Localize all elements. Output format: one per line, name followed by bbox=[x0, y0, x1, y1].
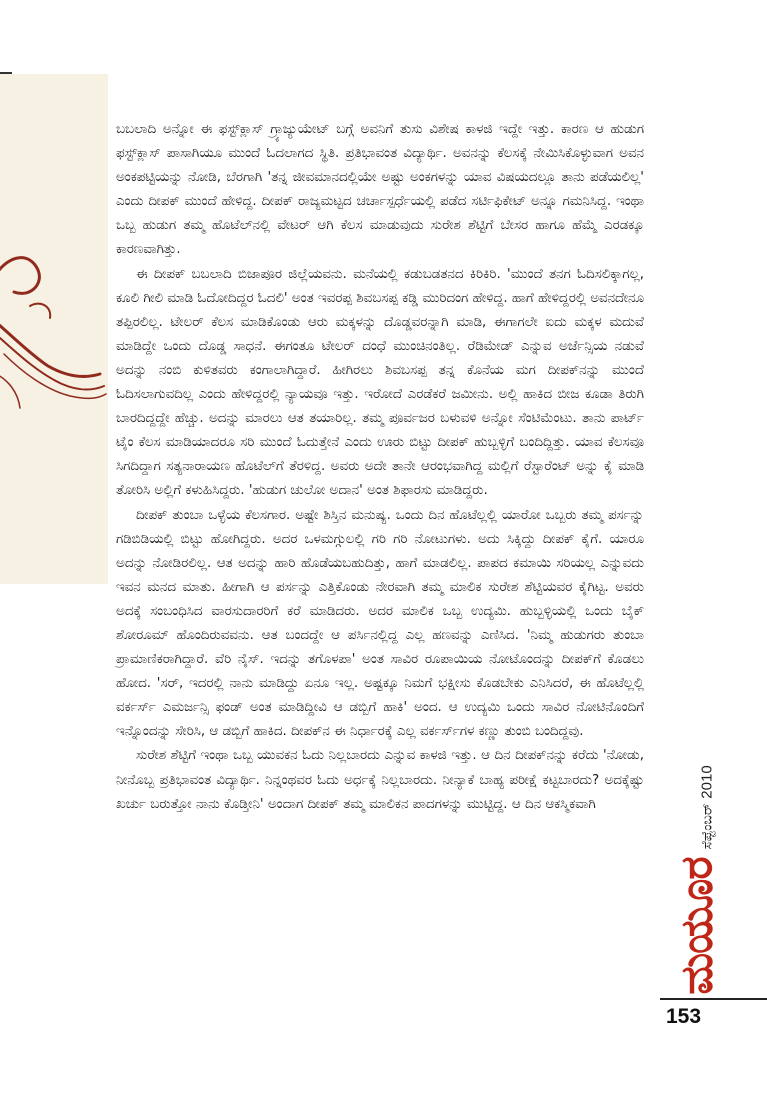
swirl-illustration-icon bbox=[0, 74, 108, 584]
magazine-logo: ಮಯೂರ bbox=[671, 857, 723, 995]
article-paragraph-1: ಬಬಲಾದಿ ಅನ್ನೋ ಈ ಫಸ್ಟ್‌ಕ್ಲಾಸ್ ಗ್ರ್ಯಾಜ್ಯುಯೇಟ್ ಬಗ್ಗೆ ಅವನಿಗೆ ತುಸು ವಿಶೇಷ ಕಾಳಜಿ ಇದ್ದೇ ಇತ್ತು. ಕಾರಣ ಆ ಹುಡುಗ ಫಸ್ಟ್‌ಕ್ಲಾಸ್ ಪಾಸಾಗಿಯೂ ಮುಂದೆ ಓದಲಾಗದ ಸ್ಥಿತಿ. ಪ್ರತಿಭಾವಂತ ವಿದ್ಯಾರ್ಥಿ. ಅವನನ್ನು ಕೆಲಸಕ್ಕೆ ನೇಮಿಸಿಕೊಳ್ಳುವಾಗ ಅವನ ಅಂಕಪಟ್ಟಿಯನ್ನು ನೋಡಿ, ಬೆರಗಾಗಿ 'ತನ್ನ ಜೀವಮಾನದಲ್ಲಿಯೇ ಅಷ್ಟು ಅಂಕಗಳನ್ನು ಯಾವ ವಿಷಯದಲ್ಲೂ ತಾನು ಪಡೆಯಲಿಲ್ಲ' ಎಂದು ದೀಪಕ್ ಮುಂದೆ ಹೇಳಿದ್ದ. ದೀಪಕ್ ರಾಜ್ಯಮಟ್ಟದ ಚರ್ಚಾಸ್ಪರ್ಧೆಯಲ್ಲಿ ಪಡೆದ ಸರ್ಟಿಫಿಕೇಟ್ ಅನ್ನೂ ಗಮನಿಸಿದ್ದ. ಇಂಥಾ ಒಬ್ಬ ಹುಡುಗ ತಮ್ಮ ಹೊಟೆಲ್‌ನಲ್ಲಿ ವೇಟರ್ ಆಗಿ ಕೆಲಸ ಮಾಡುವುದು ಸುರೇಶ ಶೆಟ್ಟಿಗೆ ಬೇಸರ ಹಾಗೂ ಹೆಮ್ಮೆ ಎರಡಕ್ಕೂ ಕಾರಣವಾಗಿತ್ತು. bbox=[116, 122, 644, 258]
page-number-rule bbox=[660, 998, 767, 1000]
issue-year: 2010 bbox=[698, 765, 716, 799]
issue-date bbox=[699, 765, 716, 849]
article-paragraph-2: ಈ ದೀಪಕ್ ಬಬಲಾದಿ ಬಿಜಾಪೂರ ಜಿಲ್ಲೆಯವನು. ಮನೆಯಲ್ಲಿ ಕಡುಬಡತನದ ಕಿರಿಕಿರಿ. 'ಮುಂದೆ ತನಗ ಓದಿಸಲಿಕ್ಕಾಗಲ್ಲ, ಕೂಲಿ ಗೀಲಿ ಮಾಡಿ ಓದೋದಿದ್ದರ ಓದಲಿ' ಅಂತ ಇವರಪ್ಪ ಶಿವಬಸಪ್ಪ ಕಡ್ಡಿ ಮುರಿದಂಗ ಹೇಳಿದ್ದ. ಹಾಗೆ ಹೇಳಿದ್ದರಲ್ಲಿ ಅವನದೇನೂ ತಪ್ಪಿರಲಿಲ್ಲ. ಟೇಲರ್ ಕೆಲಸ ಮಾಡಿಕೊಂಡು ಆರು ಮಕ್ಕಳನ್ನು ದೊಡ್ಡವರನ್ನಾಗಿ ಮಾಡಿ, ಈಗಾಗಲೇ ಐದು ಮಕ್ಕಳ ಮದುವೆ ಮಾಡಿದ್ದೇ ಒಂದು ದೊಡ್ಡ ಸಾಧನೆ. ಈಗಂತೂ ಟೇಲರ್ ದಂಧೆ ಮುಂಚಿನಂತಿಲ್ಲ. ರೆಡಿಮೇಡ್ ಎನ್ನುವ ಅರ್ಜೆನ್ಸಿಯ ನಡುವೆ ಅದನ್ನು ನಂಬಿ ಕುಳಿತವರು ಕಂಗಾಲಾಗಿದ್ದಾರೆ. ಹೀಗಿರಲು ಶಿವಬಸಪ್ಪ ತನ್ನ ಕೊನೆಯ ಮಗ ದೀಪಕ್‌ನನ್ನು ಮುಂದೆ ಓದಿಸಲಾಗುವದಿಲ್ಲ ಎಂದು ಹೇಳಿದ್ದರಲ್ಲಿ ನ್ಯಾಯವೂ ಇತ್ತು. ಇರೋದೆ ಎರಡೆಕರೆ ಜಮೀನು. ಅಲ್ಲಿ ಹಾಕಿದ ಬೀಜ ಕೂಡಾ ತಿರುಗಿ ಬಾರದಿದ್ದದ್ದೇ ಹೆಚ್ಚು. ಅದನ್ನು ಮಾರಲು ಆತ ತಯಾರಿಲ್ಲ. ತಮ್ಮ ಪೂರ್ವಜರ ಬಳುವಳಿ ಅನ್ನೋ ಸೆಂಟಿಮೆಂಟು. ತಾನು ಪಾರ್ಟ್ ಟೈಂ ಕೆಲಸ ಮಾಡಿಯಾದರೂ ಸರಿ ಮುಂದೆ ಓದುತ್ತೇನೆ ಎಂದು ಊರು ಬಿಟ್ಟು ದೀಪಕ್ ಹುಬ್ಬಳ್ಳಿಗೆ ಬಂದಿದ್ದಿತ್ತು. ಯಾವ ಕೆಲಸವೂ ಸಿಗದಿದ್ದಾಗ ಸತ್ಯನಾರಾಯಣ ಹೊಟೆಲ್‌ಗೆ ತೆರಳಿದ್ದ. ಅವರು ಅದೇ ತಾನೇ ಆರಂಭವಾಗಿದ್ದ ಮಲ್ಲಿಗೆ ರೆಸ್ಟಾರೆಂಟ್ ಅನ್ನು ಕೈ ಮಾಡಿ ತೋರಿಸಿ ಅಲ್ಲಿಗೆ ಕಳುಹಿಸಿದ್ದರು. 'ಹುಡುಗ ಚುಲೋ ಅದಾನ' ಅಂತ ಶಿಫಾರಸು ಮಾಡಿದ್ದರು. bbox=[116, 266, 644, 499]
sidebar-rotated-text bbox=[672, 765, 723, 994]
page-number: 153 bbox=[666, 1005, 702, 1028]
article-body bbox=[116, 118, 644, 817]
decorative-illustration bbox=[0, 74, 108, 584]
issue-month: ಸೆಪ್ಟೆಂಬರ್ bbox=[699, 803, 716, 850]
article-paragraph-4: ಸುರೇಶ ಶೆಟ್ಟಿಗೆ ಇಂಥಾ ಒಬ್ಬ ಯುವಕನ ಓದು ನಿಲ್ಲಬಾರದು ಎನ್ನುವ ಕಾಳಜಿ ಇತ್ತು. ಆ ದಿನ ದೀಪಕ್‌ನನ್ನು ಕರೆದು 'ನೋಡು, ನೀನೊಬ್ಬ ಪ್ರತಿಭಾವಂತ ವಿದ್ಯಾರ್ಥಿ. ನಿನ್ನಂಥವರ ಓದು ಅರ್ಧಕ್ಕೆ ನಿಲ್ಲಬಾರದು. ನೀನ್ಯಾಕೆ ಬಾಹ್ಯ ಪರೀಕ್ಷೆ ಕಟ್ಟಬಾರದು? ಅದಕ್ಕೆಷ್ಟು ಖರ್ಚು ಬರುತ್ತೋ ನಾನು ಕೊಡ್ತೀನಿ' ಅಂದಾಗ ದೀಪಕ್ ತಮ್ಮ ಮಾಲಿಕನ ಪಾದಗಳನ್ನು ಮುಟ್ಟಿದ್ದ. ಆ ದಿನ ಆಕಸ್ಮಿಕವಾಗಿ bbox=[116, 748, 644, 812]
magazine-sidebar bbox=[662, 765, 732, 995]
article-paragraph-3: ದೀಪಕ್ ತುಂಬಾ ಒಳ್ಳೆಯ ಕೆಲಸಗಾರ. ಅಷ್ಟೇ ಶಿಸ್ತಿನ ಮನುಷ್ಯ. ಒಂದು ದಿನ ಹೊಟೆಲ್ಲಲ್ಲಿ ಯಾರೋ ಒಬ್ಬರು ತಮ್ಮ ಪರ್ಸನ್ನು ಗಡಿಬಿಡಿಯಲ್ಲಿ ಬಿಟ್ಟು ಹೋಗಿದ್ದರು. ಅದರ ಒಳಮಗ್ಗುಲಲ್ಲಿ ಗರಿ ಗರಿ ನೋಟುಗಳು. ಅದು ಸಿಕ್ಕಿದ್ದು ದೀಪಕ್ ಕೈಗೆ. ಯಾರೂ ಅದನ್ನು ನೋಡಿರಲಿಲ್ಲ. ಆತ ಅದನ್ನು ಹಾರಿ ಹೊಡೆಯಬಹುದಿತ್ತು, ಹಾಗೆ ಮಾಡಲಿಲ್ಲ. ಪಾಪದ ಕಮಾಯಿ ಸರಿಯಲ್ಲ ಎನ್ನುವದು ಇವನ ಮನದ ಮಾತು. ಹೀಗಾಗಿ ಆ ಪರ್ಸನ್ನು ಎತ್ತಿಕೊಂಡು ನೇರವಾಗಿ ತಮ್ಮ ಮಾಲಿಕ ಸುರೇಶ ಶೆಟ್ಟಿಯವರ ಕೈಗಿಟ್ಟ. ಅವರು ಅದಕ್ಕೆ ಸಂಬಂಧಿಸಿದ ವಾರಸುದಾರರಿಗೆ ಕರೆ ಮಾಡಿದರು. ಅದರ ಮಾಲಿಕ ಒಬ್ಬ ಉದ್ಯಮಿ. ಹುಬ್ಬಳ್ಳಿಯಲ್ಲಿ ಒಂದು ಬೈಕ್ ಶೋರೂಮ್ ಹೊಂದಿರುವವನು. ಆತ ಬಂದದ್ದೇ ಆ ಪರ್ಸಿನಲ್ಲಿದ್ದ ಎಲ್ಲ ಹಣವನ್ನು ಎಣಿಸಿದ. 'ನಿಮ್ಮ ಹುಡುಗರು ತುಂಬಾ ಪ್ರಾಮಾಣಿಕರಾಗಿದ್ದಾರೆ. ವೆರಿ ನೈಸ್. ಇದನ್ನು ತಗೊಳಪಾ' ಅಂತ ಸಾವಿರ ರೂಪಾಯಿಯ ನೋಟೊಂದನ್ನು ದೀಪಕ್‌ಗೆ ಕೊಡಲು ಹೋದ. 'ಸರ್, ಇದರಲ್ಲಿ ನಾನು ಮಾಡಿದ್ದು ಏನೂ ಇಲ್ಲ. ಅಷ್ಟಕ್ಕೂ ನಿಮಗೆ ಭಕ್ಷೀಸು ಕೊಡಬೇಕು ಎನಿಸಿದರೆ, ಈ ಹೊಟೆಲ್ಲಲ್ಲಿ ವರ್ಕರ್ಸ್ ಎಮರ್ಜನ್ಸಿ ಫಂಡ್ ಅಂತ ಮಾಡಿದ್ದೀವಿ ಆ ಡಬ್ಬಿಗೆ ಹಾಕಿ' ಅಂದ. ಆ ಉದ್ಯಮಿ ಒಂದು ಸಾವಿರ ನೋಟಿನೊಂದಿಗೆ ಇನ್ನೊಂದನ್ನು ಸೇರಿಸಿ, ಆ ಡಬ್ಬಿಗೆ ಹಾಕಿದ. ದೀಪಕ್‌ನ ಈ ನಿರ್ಧಾರಕ್ಕೆ ಎಲ್ಲ ವರ್ಕರ್ಸ್‌ಗಳ ಕಣ್ಣು ತುಂಬಿ ಬಂದಿದ್ದವು. bbox=[116, 507, 644, 740]
